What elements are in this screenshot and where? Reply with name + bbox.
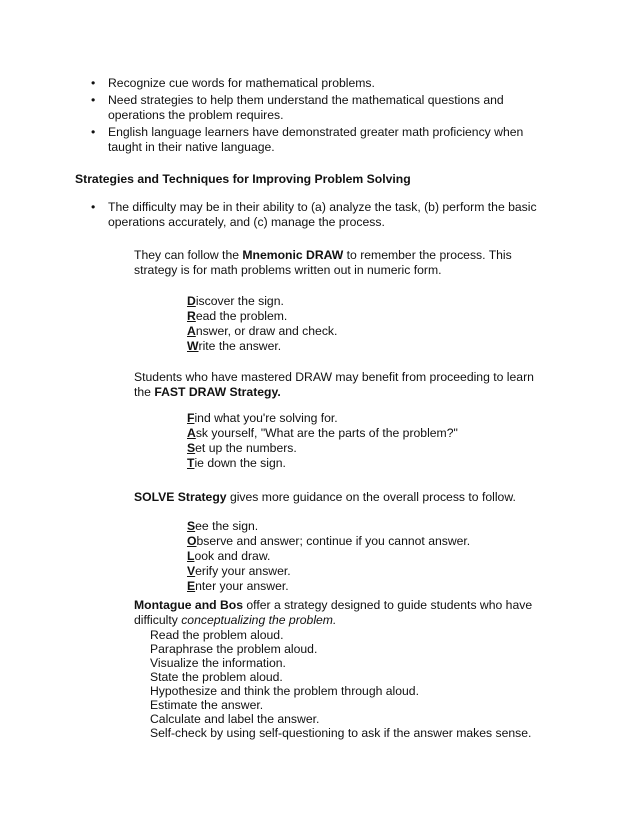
list-item: Verify your answer. xyxy=(187,564,291,578)
list-item: Enter your answer. xyxy=(187,579,289,593)
montague-intro: Montague and Bos offer a strategy designed to guide students who have difficulty conceptualizing the problem. xyxy=(134,598,533,627)
montague-steps xyxy=(150,628,531,740)
montague-emphasis: conceptualizing the problem. xyxy=(181,613,337,627)
fast-draw-steps xyxy=(187,411,458,471)
fast-draw-title: FAST DRAW Strategy. xyxy=(154,385,281,399)
list-item: Read the problem aloud. xyxy=(150,628,284,642)
list-item: Estimate the answer. xyxy=(150,698,264,712)
intro-bullet-list xyxy=(108,76,548,155)
list-item: • English language learners have demonstrated greater math proficiency when taught in their native language. xyxy=(108,125,548,155)
list-item: Discover the sign. xyxy=(187,294,284,308)
list-item: Look and draw. xyxy=(187,549,271,563)
list-item: • Recognize cue words for mathematical problems. xyxy=(108,76,548,91)
solve-intro: SOLVE Strategy gives more guidance on the overall process to follow. xyxy=(134,490,516,504)
solve-steps xyxy=(187,519,470,594)
list-item: Paraphrase the problem aloud. xyxy=(150,642,318,656)
draw-mnemonic-title: Mnemonic DRAW xyxy=(242,248,344,262)
fast-draw-intro: Students who have mastered DRAW may benefit from proceeding to learn the FAST DRAW Strategy. xyxy=(134,370,534,399)
list-item: Answer, or draw and check. xyxy=(187,324,338,338)
list-item: • Need strategies to help them understand the mathematical questions and operations the problem requires. xyxy=(108,93,548,123)
list-item: Ask yourself, "What are the parts of the problem?" xyxy=(187,426,458,440)
list-item: • The difficulty may be in their ability to (a) analyze the task, (b) perform the basic operations accurately, and (c) manage the process. xyxy=(108,200,558,230)
list-item: State the problem aloud. xyxy=(150,670,283,684)
list-item: Self-check by using self-questioning to ask if the answer makes sense. xyxy=(150,726,532,740)
section-heading: Strategies and Techniques for Improving Problem Solving xyxy=(75,172,411,186)
list-item: Calculate and label the answer. xyxy=(150,712,320,726)
list-item: Visualize the information. xyxy=(150,656,286,670)
list-item: Tie down the sign. xyxy=(187,456,286,470)
list-item: Write the answer. xyxy=(187,339,282,353)
list-item: Read the problem. xyxy=(187,309,288,323)
draw-steps xyxy=(187,294,337,354)
list-item: Observe and answer; continue if you cannot answer. xyxy=(187,534,471,548)
solve-title: SOLVE Strategy xyxy=(134,490,227,504)
list-item: See the sign. xyxy=(187,519,259,533)
draw-intro: They can follow the Mnemonic DRAW to remember the process. This strategy is for math problems written out in numeric form. xyxy=(134,248,512,277)
list-item: Hypothesize and think the problem through aloud. xyxy=(150,684,419,698)
montague-title: Montague and Bos xyxy=(134,598,244,612)
list-item: Find what you're solving for. xyxy=(187,411,338,425)
list-item: Set up the numbers. xyxy=(187,441,297,455)
difficulty-bullet-list xyxy=(108,200,558,230)
